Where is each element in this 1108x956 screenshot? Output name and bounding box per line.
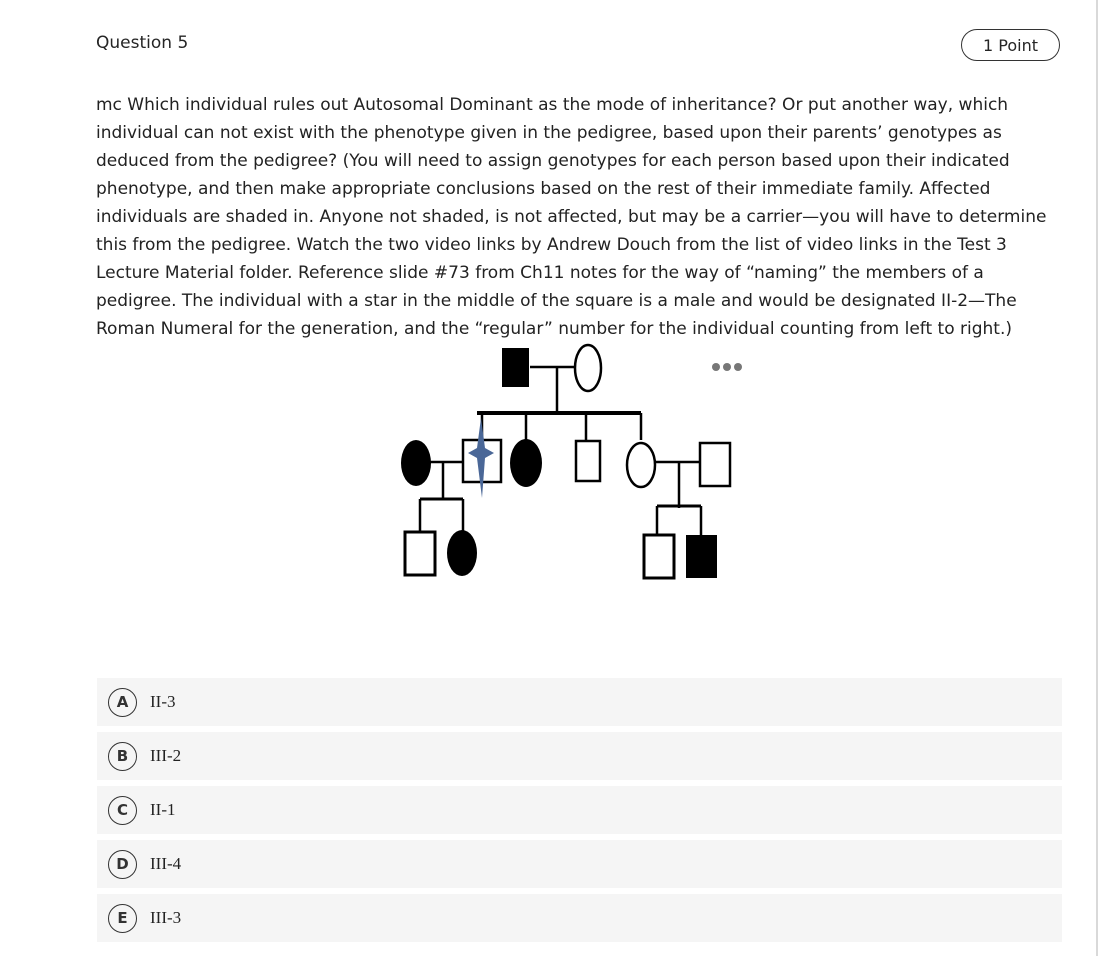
choice-letter: E <box>108 904 137 933</box>
scrollbar-track <box>1096 0 1098 956</box>
individual-III-4-affected-male <box>686 535 717 578</box>
individual-III-2-affected-female <box>447 530 477 576</box>
choice-label: II-1 <box>150 800 176 819</box>
choice-e[interactable] <box>97 894 1062 942</box>
choice-a[interactable] <box>97 678 1062 726</box>
individual-III-1-male <box>405 532 435 575</box>
question-prompt: mc Which individual rules out Autosomal Dominant as the mode of inheritance? Or put another way, which individual can not exist with the phenotype given in the pedigree, based upon their parents’ genotypes as deduced from the pedigree? (You will need to assign genotypes for each person based upon their indicated phenotype, and then make appropriate conclusions based on the rest of their immediate family. Affected individuals are shaded in. Anyone not shaded, is not affected, but may be a carrier—you will have to determine this from the pedigree. Watch the two video links by Andrew Douch from the list of video links in the Test 3 Lecture Material folder. Reference slide #73 from Ch11 notes for the way of “naming” the members of a pedigree. The individual with a star in the middle of the square is a male and would be designated II-2—The Roman Numeral for the generation, and the “regular” number for the individual counting from left to right.) <box>96 95 1047 339</box>
individual-I-1-affected-male <box>502 348 529 387</box>
individual-II-3-affected-female <box>510 439 542 487</box>
individual-I-2-female <box>575 345 601 391</box>
choice-d[interactable] <box>97 840 1062 888</box>
choice-label: II-3 <box>150 692 176 711</box>
choice-label: III-4 <box>150 854 182 873</box>
individual-II-5-female <box>627 443 655 487</box>
choice-b[interactable] <box>97 732 1062 780</box>
individual-III-3-male <box>644 535 674 578</box>
more-horizontal-icon[interactable] <box>712 363 748 377</box>
choice-c[interactable] <box>97 786 1062 834</box>
pedigree-diagram <box>390 340 740 585</box>
choice-letter: D <box>108 850 137 879</box>
individual-II-1-affected-female <box>401 440 431 486</box>
choice-label: III-3 <box>150 908 182 927</box>
points-badge: 1 Point <box>961 29 1060 61</box>
individual-II-4-male <box>576 441 600 481</box>
choice-label: III-2 <box>150 746 182 765</box>
choice-letter: B <box>108 742 137 771</box>
question-title: Question 5 <box>96 33 189 53</box>
individual-II-6-male <box>700 443 730 486</box>
choice-letter: C <box>108 796 137 825</box>
choice-letter: A <box>108 688 137 717</box>
answer-choices <box>97 678 1062 948</box>
